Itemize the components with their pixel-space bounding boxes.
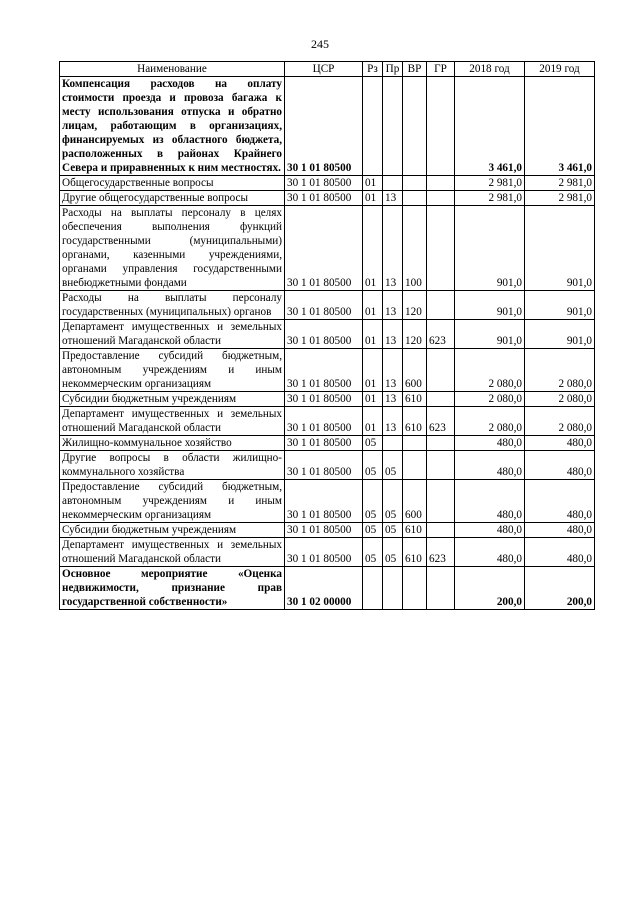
row-pr: 05 bbox=[383, 538, 403, 567]
row-2019: 901,0 bbox=[525, 320, 595, 349]
row-vr: 600 bbox=[403, 349, 427, 392]
header-rz: Рз bbox=[363, 62, 383, 77]
row-csr: 30 1 01 80500 bbox=[285, 407, 363, 436]
row-rz: 01 bbox=[363, 320, 383, 349]
row-vr bbox=[403, 436, 427, 451]
row-2019: 2 080,0 bbox=[525, 349, 595, 392]
row-gr: 623 bbox=[427, 320, 455, 349]
row-vr: 610 bbox=[403, 407, 427, 436]
table-row bbox=[60, 451, 595, 480]
row-rz: 01 bbox=[363, 206, 383, 291]
row-2019: 480,0 bbox=[525, 451, 595, 480]
row-2018: 901,0 bbox=[455, 206, 525, 291]
row-2019: 480,0 bbox=[525, 436, 595, 451]
row-2018: 480,0 bbox=[455, 451, 525, 480]
table-row bbox=[60, 291, 595, 320]
table-row bbox=[60, 320, 595, 349]
header-vr: ВР bbox=[403, 62, 427, 77]
row-2019: 480,0 bbox=[525, 523, 595, 538]
row-pr: 13 bbox=[383, 191, 403, 206]
row-pr: 13 bbox=[383, 291, 403, 320]
table-row bbox=[60, 392, 595, 407]
table-row bbox=[60, 176, 595, 191]
table-row bbox=[60, 436, 595, 451]
row-rz: 01 bbox=[363, 176, 383, 191]
row-name: Предоставление субсидий бюджетным, автономным учреждениям и иным некоммерческим организациям bbox=[60, 480, 285, 523]
row-vr: 120 bbox=[403, 320, 427, 349]
row-name: Основное мероприятие «Оценка недвижимости, признание прав государственной собственности» bbox=[60, 567, 285, 610]
row-2018: 901,0 bbox=[455, 291, 525, 320]
row-2018: 2 080,0 bbox=[455, 407, 525, 436]
table-row bbox=[60, 191, 595, 206]
row-vr bbox=[403, 77, 427, 176]
row-gr bbox=[427, 77, 455, 176]
row-csr: 30 1 01 80500 bbox=[285, 480, 363, 523]
row-2019: 200,0 bbox=[525, 567, 595, 610]
row-vr: 610 bbox=[403, 538, 427, 567]
row-2018: 480,0 bbox=[455, 436, 525, 451]
row-name: Субсидии бюджетным учреждениям bbox=[60, 392, 285, 407]
row-csr: 30 1 01 80500 bbox=[285, 291, 363, 320]
row-2019: 2 080,0 bbox=[525, 392, 595, 407]
row-vr: 610 bbox=[403, 392, 427, 407]
row-2019: 901,0 bbox=[525, 291, 595, 320]
row-csr: 30 1 01 80500 bbox=[285, 538, 363, 567]
table-row bbox=[60, 567, 595, 610]
row-gr bbox=[427, 523, 455, 538]
row-csr: 30 1 01 80500 bbox=[285, 320, 363, 349]
row-pr: 13 bbox=[383, 392, 403, 407]
row-gr: 623 bbox=[427, 407, 455, 436]
row-2018: 3 461,0 bbox=[455, 77, 525, 176]
row-rz: 01 bbox=[363, 392, 383, 407]
row-vr bbox=[403, 451, 427, 480]
row-gr bbox=[427, 291, 455, 320]
header-2018: 2018 год bbox=[455, 62, 525, 77]
header-gr: ГР bbox=[427, 62, 455, 77]
row-name: Расходы на выплаты персоналу государственных (муниципальных) органов bbox=[60, 291, 285, 320]
row-rz: 05 bbox=[363, 523, 383, 538]
row-pr: 13 bbox=[383, 349, 403, 392]
row-2019: 2 981,0 bbox=[525, 176, 595, 191]
row-name: Другие вопросы в области жилищно-коммунального хозяйства bbox=[60, 451, 285, 480]
row-pr bbox=[383, 176, 403, 191]
row-pr: 13 bbox=[383, 206, 403, 291]
row-vr bbox=[403, 191, 427, 206]
row-name: Предоставление субсидий бюджетным, автономным учреждениям и иным некоммерческим организациям bbox=[60, 349, 285, 392]
row-2018: 480,0 bbox=[455, 480, 525, 523]
row-2019: 480,0 bbox=[525, 480, 595, 523]
row-pr: 05 bbox=[383, 523, 403, 538]
row-gr bbox=[427, 392, 455, 407]
row-rz: 01 bbox=[363, 407, 383, 436]
row-rz: 05 bbox=[363, 451, 383, 480]
row-2018: 480,0 bbox=[455, 523, 525, 538]
row-vr: 100 bbox=[403, 206, 427, 291]
row-rz: 01 bbox=[363, 291, 383, 320]
row-pr: 05 bbox=[383, 480, 403, 523]
row-2019: 901,0 bbox=[525, 206, 595, 291]
row-name: Департамент имущественных и земельных отношений Магаданской области bbox=[60, 320, 285, 349]
row-csr: 30 1 01 80500 bbox=[285, 436, 363, 451]
row-name: Жилищно-коммунальное хозяйство bbox=[60, 436, 285, 451]
page-number: 245 bbox=[311, 37, 329, 51]
row-2018: 2 981,0 bbox=[455, 191, 525, 206]
row-vr bbox=[403, 176, 427, 191]
row-2019: 2 981,0 bbox=[525, 191, 595, 206]
row-2019: 3 461,0 bbox=[525, 77, 595, 176]
row-csr: 30 1 01 80500 bbox=[285, 77, 363, 176]
row-rz: 05 bbox=[363, 436, 383, 451]
row-csr: 30 1 01 80500 bbox=[285, 451, 363, 480]
row-vr: 610 bbox=[403, 523, 427, 538]
row-name: Департамент имущественных и земельных отношений Магаданской области bbox=[60, 407, 285, 436]
row-2018: 200,0 bbox=[455, 567, 525, 610]
row-name: Департамент имущественных и земельных отношений Магаданской области bbox=[60, 538, 285, 567]
row-2018: 480,0 bbox=[455, 538, 525, 567]
row-pr bbox=[383, 77, 403, 176]
row-csr: 30 1 01 80500 bbox=[285, 349, 363, 392]
row-csr: 30 1 01 80500 bbox=[285, 392, 363, 407]
row-rz bbox=[363, 567, 383, 610]
row-rz: 05 bbox=[363, 538, 383, 567]
row-vr bbox=[403, 567, 427, 610]
row-csr: 30 1 02 00000 bbox=[285, 567, 363, 610]
row-rz: 05 bbox=[363, 480, 383, 523]
row-name: Компенсация расходов на оплату стоимости проезда и провоза багажа к месту использования отпуска и обратно лицам, работающим в организациях, финансируемых из областного бюджета, расположенных в районах Крайнего Севера и приравненных к ним местностях. bbox=[60, 77, 285, 176]
table-row bbox=[60, 77, 595, 176]
row-gr bbox=[427, 206, 455, 291]
row-vr: 600 bbox=[403, 480, 427, 523]
row-pr bbox=[383, 567, 403, 610]
row-2018: 2 080,0 bbox=[455, 349, 525, 392]
row-gr bbox=[427, 349, 455, 392]
row-csr: 30 1 01 80500 bbox=[285, 206, 363, 291]
row-pr bbox=[383, 436, 403, 451]
row-gr bbox=[427, 451, 455, 480]
row-2018: 2 080,0 bbox=[455, 392, 525, 407]
row-pr: 05 bbox=[383, 451, 403, 480]
row-gr: 623 bbox=[427, 538, 455, 567]
table-header-row bbox=[60, 62, 595, 77]
row-gr bbox=[427, 176, 455, 191]
row-rz: 01 bbox=[363, 191, 383, 206]
row-name: Другие общегосударственные вопросы bbox=[60, 191, 285, 206]
row-name: Общегосударственные вопросы bbox=[60, 176, 285, 191]
row-rz bbox=[363, 77, 383, 176]
row-2019: 2 080,0 bbox=[525, 407, 595, 436]
table-row bbox=[60, 480, 595, 523]
header-pr: Пр bbox=[383, 62, 403, 77]
table-row bbox=[60, 206, 595, 291]
row-csr: 30 1 01 80500 bbox=[285, 191, 363, 206]
header-csr: ЦСР bbox=[285, 62, 363, 77]
row-vr: 120 bbox=[403, 291, 427, 320]
row-pr: 13 bbox=[383, 320, 403, 349]
row-2018: 901,0 bbox=[455, 320, 525, 349]
row-name: Субсидии бюджетным учреждениям bbox=[60, 523, 285, 538]
row-2018: 2 981,0 bbox=[455, 176, 525, 191]
row-pr: 13 bbox=[383, 407, 403, 436]
row-name: Расходы на выплаты персоналу в целях обеспечения выполнения функций государственными (муниципальными) органами, казенными учреждениями, органами управления государственными внебюджетными фондами bbox=[60, 206, 285, 291]
row-gr bbox=[427, 436, 455, 451]
row-gr bbox=[427, 480, 455, 523]
budget-table bbox=[59, 61, 595, 610]
table-row bbox=[60, 523, 595, 538]
row-csr: 30 1 01 80500 bbox=[285, 523, 363, 538]
row-rz: 01 bbox=[363, 349, 383, 392]
row-csr: 30 1 01 80500 bbox=[285, 176, 363, 191]
header-2019: 2019 год bbox=[525, 62, 595, 77]
header-name: Наименование bbox=[60, 62, 285, 77]
table-row bbox=[60, 407, 595, 436]
row-gr bbox=[427, 567, 455, 610]
table-row bbox=[60, 349, 595, 392]
table-row bbox=[60, 538, 595, 567]
row-gr bbox=[427, 191, 455, 206]
row-2019: 480,0 bbox=[525, 538, 595, 567]
